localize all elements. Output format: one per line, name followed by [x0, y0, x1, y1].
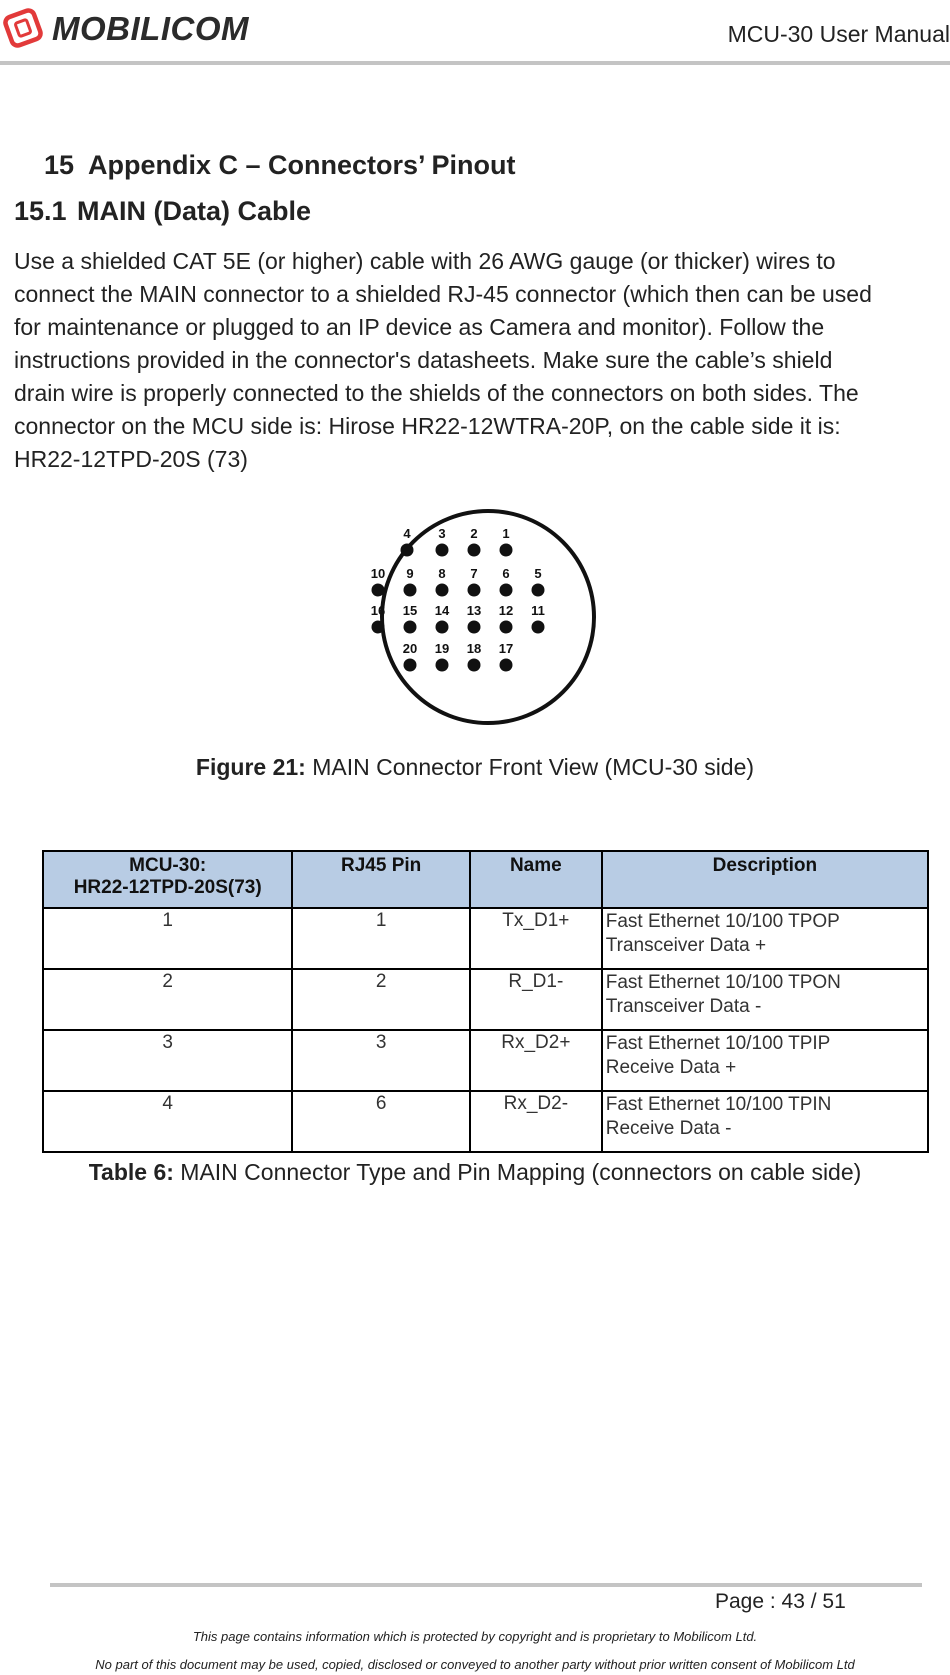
table-caption: [0, 1159, 950, 1186]
pin-label: 19: [434, 641, 450, 656]
cell-rj45-pin: 3: [292, 1030, 470, 1091]
column-header-name: Name: [470, 851, 602, 908]
body-line: instructions provided in the connector's datasheets. Make sure the cable’s shield: [14, 347, 833, 373]
page-header: [0, 0, 950, 66]
pin-contact: [404, 621, 417, 634]
pin-label: 2: [470, 526, 478, 541]
pin-contact: [468, 621, 481, 634]
body-line: HR22-12TPD-20S (73): [14, 446, 248, 472]
description-line: Receive Data -: [605, 1118, 732, 1139]
connector-front-view-figure: [370, 502, 603, 732]
pin-label: 11: [531, 603, 545, 618]
column-header-mcu-line1: MCU-30:: [129, 855, 207, 876]
pin-contact: [500, 659, 513, 672]
pin-label: 6: [502, 566, 510, 581]
pin-contact: [401, 544, 414, 557]
pin-contact: [500, 544, 513, 557]
column-header-rj45: RJ45 Pin: [292, 851, 470, 908]
pin-contact: [436, 621, 449, 634]
table-row: [43, 969, 928, 1030]
pin-label: 13: [466, 603, 482, 618]
pin-contact: [436, 659, 449, 672]
pin-label: 18: [466, 641, 482, 656]
body-paragraph: [14, 245, 950, 476]
table-header-row: [43, 851, 928, 908]
cell-rj45-pin: 2: [292, 969, 470, 1030]
pin-label: 8: [438, 566, 446, 581]
body-line: connect the MAIN connector to a shielded RJ-45 connector (which then can be used: [14, 281, 872, 307]
column-header-mcu-line2: HR22-12TPD-20S(73): [73, 877, 262, 898]
column-header-description: Description: [602, 851, 928, 908]
description-line: Fast Ethernet 10/100 TPIP: [605, 1033, 831, 1054]
table-caption-text: MAIN Connector Type and Pin Mapping (connectors on cable side): [173, 1159, 862, 1185]
description-line: Fast Ethernet 10/100 TPOP: [605, 911, 840, 932]
copyright-notice: This page contains information which is protected by copyright and is proprietary to Mobilicom Ltd.: [192, 1629, 758, 1644]
pin-contact: [468, 544, 481, 557]
pin-label: 20: [402, 641, 418, 656]
pin-label: 14: [434, 603, 450, 618]
cell-description: [602, 969, 928, 1030]
pin-label: 15: [402, 603, 418, 618]
figure-caption-text: MAIN Connector Front View (MCU-30 side): [305, 754, 755, 780]
header-divider: [0, 61, 950, 65]
body-line: connector on the MCU side is: Hirose HR22-12WTRA-20P, on the cable side it is:: [14, 413, 841, 439]
cell-mcu-pin: 1: [43, 908, 292, 969]
column-header-mcu: [43, 851, 292, 908]
cell-mcu-pin: 4: [43, 1091, 292, 1152]
section-title: Appendix C – Connectors’ Pinout: [88, 150, 516, 180]
body-line: drain wire is properly connected to the shields of the connectors on both sides. The: [14, 380, 859, 406]
pin-label: 1: [502, 526, 510, 541]
cell-signal-name: Tx_D1+: [470, 908, 602, 969]
body-line: Use a shielded CAT 5E (or higher) cable with 26 AWG gauge (or thicker) wires to: [14, 248, 836, 274]
pin-label: 17: [498, 641, 514, 656]
table-row: [43, 1091, 928, 1152]
pin-label: 7: [470, 566, 478, 581]
table-caption-label: Table 6:: [88, 1159, 174, 1185]
cell-rj45-pin: 6: [292, 1091, 470, 1152]
pin-contact: [500, 584, 513, 597]
subsection-heading: [14, 196, 311, 227]
cell-signal-name: R_D1-: [470, 969, 602, 1030]
pin-contact: [404, 584, 417, 597]
pin-label: 10: [370, 566, 386, 581]
footer-divider: [50, 1583, 922, 1587]
body-line: for maintenance or plugged to an IP device as Camera and monitor). Follow the: [14, 314, 825, 340]
pin-contact: [404, 659, 417, 672]
table-row: [43, 908, 928, 969]
pin-label: 9: [406, 566, 414, 581]
cell-rj45-pin: 1: [292, 908, 470, 969]
pin-contact: [436, 584, 449, 597]
cell-mcu-pin: 3: [43, 1030, 292, 1091]
page-number: Page : 43 / 51: [715, 1590, 846, 1613]
section-heading: [44, 150, 516, 181]
description-line: Transceiver Data -: [605, 996, 762, 1017]
document-title: MCU-30 User Manual: [727, 21, 950, 47]
pin-contact: [372, 621, 385, 634]
cell-signal-name: Rx_D2+: [470, 1030, 602, 1091]
pin-label: 3: [438, 526, 446, 541]
mobilicom-logo: [2, 2, 249, 56]
pin-contact: [532, 584, 545, 597]
pin-mapping-table: [42, 850, 929, 1153]
table-row: [43, 1030, 928, 1091]
pin-label: 5: [534, 566, 542, 581]
pin-contact: [468, 584, 481, 597]
pin-contact: [436, 544, 449, 557]
description-line: Fast Ethernet 10/100 TPON: [605, 972, 841, 993]
mobilicom-logo-icon: [2, 7, 46, 51]
description-line: Transceiver Data +: [605, 935, 767, 956]
cell-description: [602, 1091, 928, 1152]
description-line: Fast Ethernet 10/100 TPIN: [605, 1094, 832, 1115]
cell-signal-name: Rx_D2-: [470, 1091, 602, 1152]
cell-description: [602, 1030, 928, 1091]
section-number: 15: [44, 150, 75, 180]
figure-caption-label: Figure 21:: [195, 754, 306, 780]
cell-mcu-pin: 2: [43, 969, 292, 1030]
pin-label: 4: [403, 526, 411, 541]
logo-wordmark: MOBILICOM: [52, 10, 249, 47]
subsection-number: 15.1: [14, 196, 67, 226]
pin-contact: [500, 621, 513, 634]
figure-caption: [0, 754, 950, 781]
pin-contact: [468, 659, 481, 672]
cell-description: [602, 908, 928, 969]
pin-contact: [532, 621, 545, 634]
confidentiality-notice: No part of this document may be used, copied, disclosed or conveyed to another party without prior written consent of Mobilicom Ltd: [95, 1657, 855, 1672]
pin-contact: [372, 584, 385, 597]
subsection-title: MAIN (Data) Cable: [77, 196, 312, 226]
description-line: Receive Data +: [605, 1057, 737, 1078]
pin-label: 12: [498, 603, 514, 618]
pin-label: 16: [370, 603, 386, 618]
